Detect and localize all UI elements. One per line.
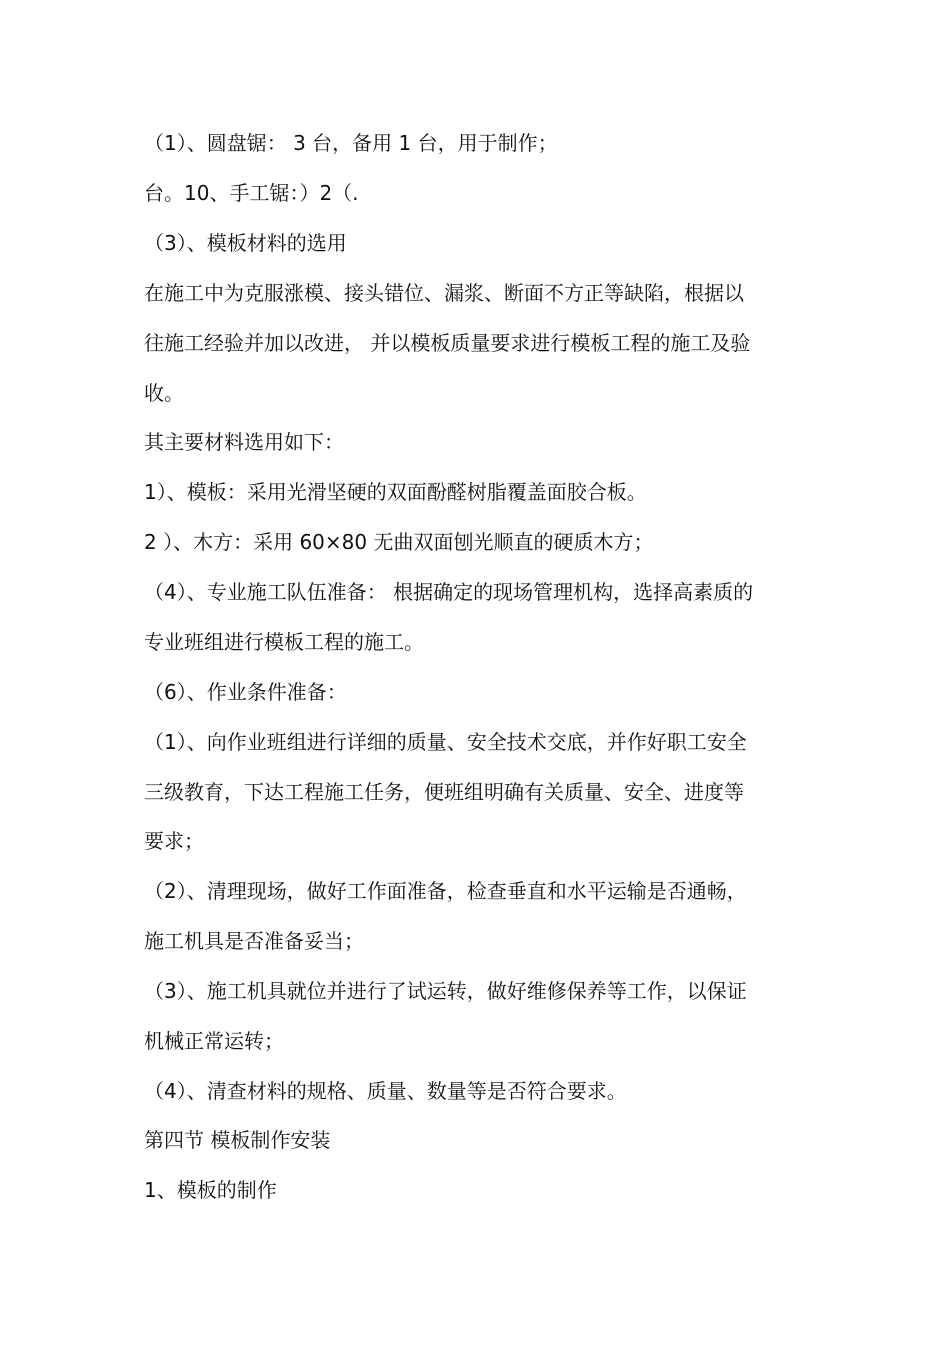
text-line: （3）、模板材料的选用 (144, 231, 347, 255)
text-line: 机械正常运转； (144, 1029, 284, 1053)
text-line: 往施工经验并加以改进， 并以模板质量要求进行模板工程的施工及验 (144, 331, 751, 355)
text-line: 三级教育，下达工程施工任务，便班组明确有关质量、安全、进度等 (144, 780, 744, 804)
text-line: 在施工中为克服涨模、接头错位、漏浆、断面不方正等缺陷，根据以 (144, 281, 744, 305)
text-line: 专业班组进行模板工程的施工。 (144, 630, 424, 654)
text-line: （6）、作业条件准备： (144, 680, 347, 704)
text-line: 其主要材料选用如下： (144, 430, 344, 454)
text-line: （4）、清查材料的规格、质量、数量等是否符合要求。 (144, 1079, 627, 1103)
text-line: 要求； (144, 829, 204, 853)
text-line: 2 ）、木方：采用 60×80 无曲双面刨光顺直的硬质木方； (144, 530, 654, 554)
text-line: （1）、圆盘锯： 3 台，备用 1 台，用于制作； (144, 131, 558, 155)
text-line: 1）、模板：采用光滑坚硬的双面酚醛树脂覆盖面胶合板。 (144, 480, 647, 504)
text-line: （1）、向作业班组进行详细的质量、安全技术交底，并作好职工安全 (144, 730, 747, 754)
text-line: （4）、专业施工队伍准备： 根据确定的现场管理机构，选择高素质的 (144, 580, 754, 604)
section-heading: 第四节 模板制作安装 (144, 1128, 331, 1152)
text-line: （3）、施工机具就位并进行了试运转，做好维修保养等工作，以保证 (144, 979, 747, 1003)
subsection-heading: 1、模板的制作 (144, 1178, 277, 1202)
text-line: 台。10、手工锯：）2（. (144, 181, 359, 205)
text-line: 收。 (144, 381, 184, 405)
text-line: （2）、清理现场，做好工作面准备，检查垂直和水平运输是否通畅， (144, 879, 747, 903)
text-line: 施工机具是否准备妥当； (144, 929, 364, 953)
